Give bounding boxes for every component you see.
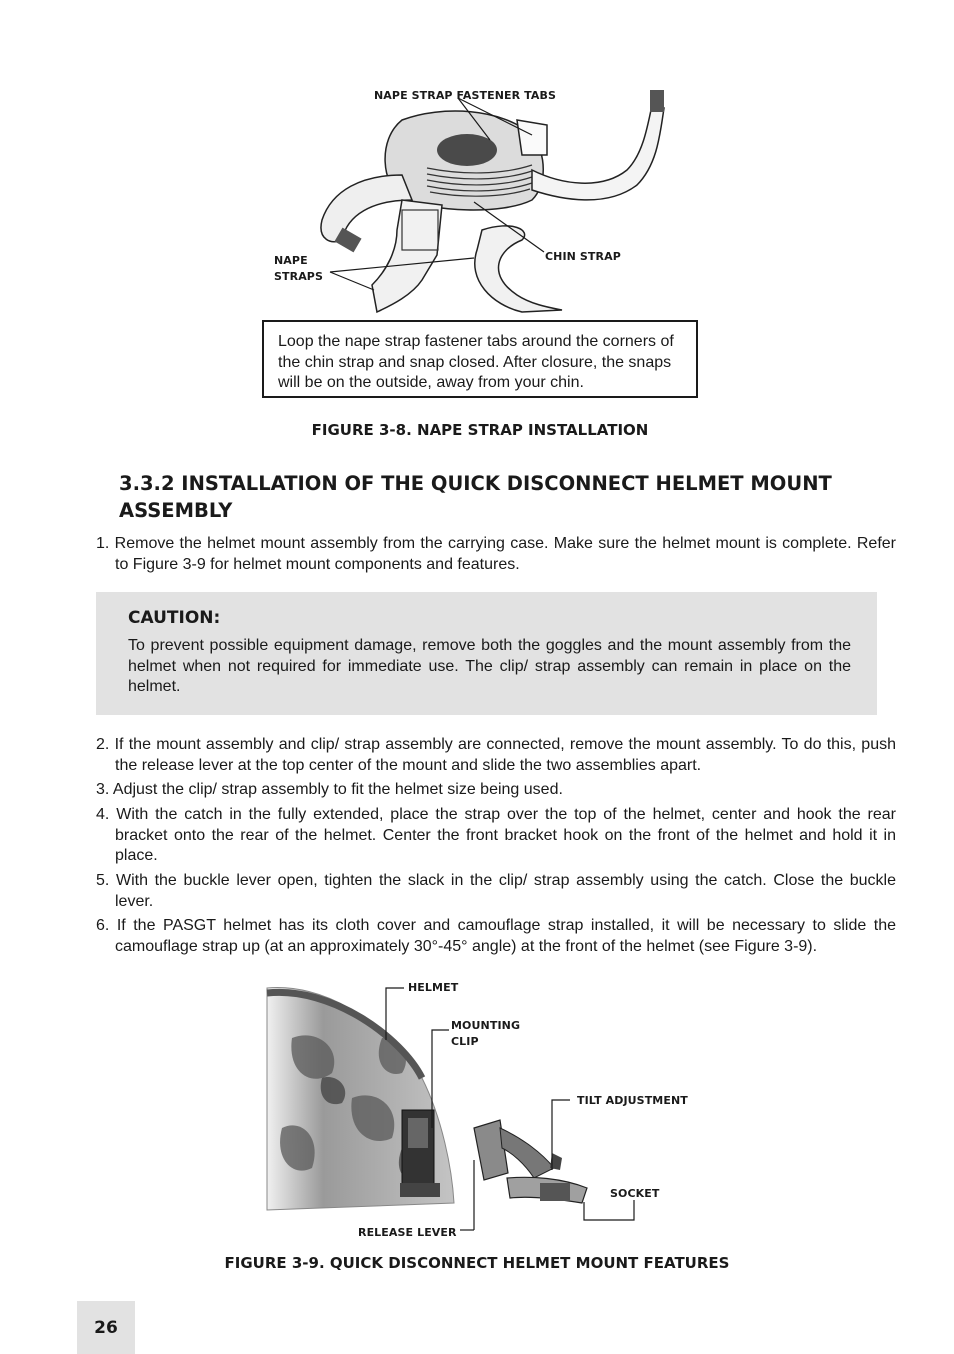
label-socket: SOCKET: [610, 1187, 660, 1200]
step-6: 6. If the PASGT helmet has its cloth cover and camouflage strap installed, it will be necessary to slide the camouflage strap up (at an approximately 30°-45° angle) at the front of the helmet (see Figure 3-9).: [96, 917, 896, 955]
step-2: 2. If the mount assembly and clip/ strap assembly are connected, remove the mount assembly. To do this, push the release lever at the top center of the mount and slide the two assemblies apart.: [96, 736, 896, 774]
label-mounting-clip-line2: CLIP: [451, 1035, 479, 1048]
label-nape-strap-fastener-tabs: NAPE STRAP FASTENER TABS: [374, 89, 557, 102]
section-heading-line2: ASSEMBLY: [119, 499, 233, 522]
label-release-lever: RELEASE LEVER: [358, 1226, 457, 1239]
label-helmet: HELMET: [408, 981, 459, 994]
page-number: 26: [94, 1317, 118, 1338]
step-3: 3. Adjust the clip/ strap assembly to fit the helmet size being used.: [96, 781, 563, 798]
figure-3-9-caption: FIGURE 3-9. QUICK DISCONNECT HELMET MOUNT FEATURES: [224, 1254, 730, 1272]
label-chin-strap: CHIN STRAP: [545, 250, 621, 263]
label-nape-straps-line1: NAPE: [274, 254, 308, 267]
figure-note-text: Loop the nape strap fastener tabs around the corners of the chin strap and snap closed. After closure, the snaps will be on the outside, away from your chin.: [278, 333, 674, 391]
caution-title: CAUTION:: [128, 608, 221, 628]
step-1: 1. Remove the helmet mount assembly from the carrying case. Make sure the helmet mount is complete. Refer to Figure 3-9 for helmet mount components and features.: [96, 535, 896, 573]
figure-3-8-caption: FIGURE 3-8. NAPE STRAP INSTALLATION: [311, 421, 649, 439]
section-heading-line1: 3.3.2 INSTALLATION OF THE QUICK DISCONNECT HELMET MOUNT: [119, 472, 832, 495]
step-4: 4. With the catch in the fully extended, place the strap over the top of the helmet, center and hook the rear bracket onto the rear of the helmet. Center the front bracket hook on the front of the helmet and hold it in place.: [96, 806, 896, 864]
label-tilt-adjustment: TILT ADJUSTMENT: [577, 1094, 688, 1107]
step-5: 5. With the buckle lever open, tighten the slack in the clip/ strap assembly using the catch. Close the buckle lever.: [96, 872, 896, 910]
caution-text: To prevent possible equipment damage, remove both the goggles and the mount assembly from the helmet when not required for immediate use. The clip/ strap assembly can remain in place on the helmet.: [128, 637, 851, 695]
figure-note-box: [262, 320, 698, 398]
caution-box: [96, 592, 877, 715]
section-heading: [119, 470, 879, 524]
label-mounting-clip-line1: MOUNTING: [451, 1019, 521, 1032]
page-number-box: [77, 1301, 135, 1354]
label-nape-straps-line2: STRAPS: [274, 270, 323, 283]
nape-strap-illustration: [262, 80, 702, 320]
